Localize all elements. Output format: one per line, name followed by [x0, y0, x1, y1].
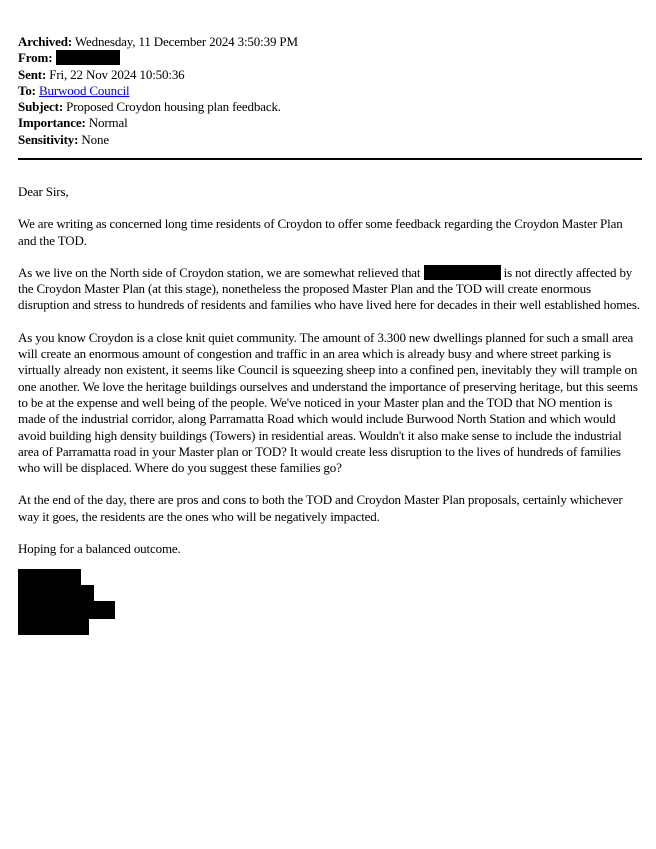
redacted-signature	[18, 569, 118, 635]
sensitivity-value: None	[81, 131, 109, 147]
sent-label: Sent:	[18, 66, 47, 82]
paragraph-3: As you know Croydon is a close knit quiet community. The amount of 3.300 new dwellings planned for such a small area will create an enormous amount of congestion and traffic in an area which is already busy and where street parking is virtually already non existent, it seems like Council is squeezing sheep into a confined pen, inevitably they will trample on one another. We love the heritage buildings ourselves and understand the importance of preserving heritage, but this seems to be at the expense and well being of the people. We've noticed in your Master plan and the TOD that NO mention is made of the industrial corridor, along Parramatta Road which would include Burwood North Station and which would avoid building high density buildings (Towers) in residential areas. Wouldn't it also make sense to include the industrial area of Parramatta road in your Master plan or TOD? It would create less disruption to the lives of hundreds of families who will be displaced. Where do you suggest these families go?	[18, 329, 638, 476]
sensitivity-label: Sensitivity:	[18, 131, 79, 147]
sent-row	[18, 67, 642, 83]
to-row	[18, 83, 642, 99]
closing-line: Hoping for a balanced outcome.	[18, 541, 181, 557]
archived-row	[18, 34, 642, 50]
redacted-sender	[56, 50, 120, 65]
redaction-block	[81, 619, 89, 635]
paragraph-2-end: is not directly affected by the Croydon Master Plan (at this stage), nonetheless the proposed Master Plan and the TOD will create enormous disruption and stress to hundreds of residents and families who have lived here for decades in their well established homes.	[18, 264, 640, 313]
redacted-address	[424, 265, 501, 280]
to-label: To:	[18, 82, 36, 98]
header-divider	[18, 158, 642, 160]
redaction-block	[18, 569, 81, 635]
greeting: Dear Sirs,	[18, 184, 69, 199]
from-label: From:	[18, 50, 53, 66]
redaction-block	[94, 601, 115, 619]
importance-row	[18, 115, 642, 131]
email-header	[18, 34, 642, 148]
subject-value: Proposed Croydon housing plan feedback.	[66, 99, 281, 115]
sensitivity-row	[18, 132, 642, 148]
sent-value: Fri, 22 Nov 2024 10:50:36	[49, 66, 185, 82]
importance-label: Importance:	[18, 115, 86, 131]
paragraph-1: We are writing as concerned long time residents of Croydon to offer some feedback regarding the Croydon Master Plan and the TOD.	[18, 216, 623, 248]
redaction-block	[81, 585, 94, 619]
to-recipient-link[interactable]: Burwood Council	[38, 82, 130, 98]
paragraph-2-start: As we live on the North side of Croydon station, we are somewhat relieved that	[18, 264, 421, 280]
subject-row	[18, 99, 642, 115]
email-body	[18, 184, 642, 573]
subject-label: Subject:	[18, 99, 64, 115]
archived-value: Wednesday, 11 December 2024 3:50:39 PM	[74, 34, 298, 49]
from-row	[18, 50, 642, 66]
paragraph-4: At the end of the day, there are pros and cons to both the TOD and Croydon Master Plan proposals, certainly whichever way it goes, the residents are the ones who will be negatively impacted.	[18, 492, 623, 524]
paragraph-2	[18, 265, 642, 314]
archived-label: Archived:	[18, 34, 73, 49]
importance-value: Normal	[88, 115, 128, 131]
